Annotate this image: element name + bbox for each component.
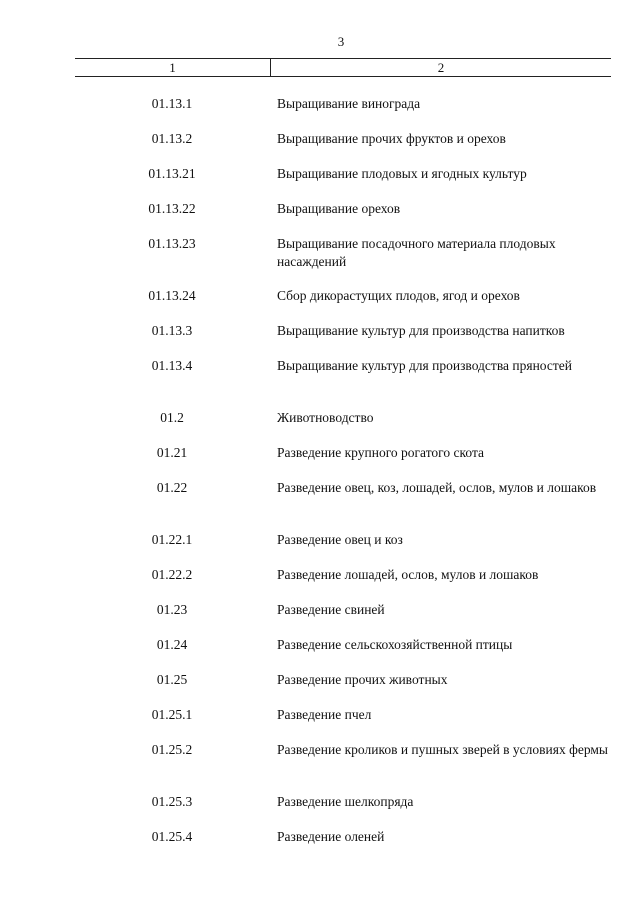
row-name: Выращивание посадочного материала плодовых насаждений [277, 236, 556, 269]
row-code: 01.22 [156, 480, 188, 495]
row-code: 01.13.4 [151, 358, 193, 373]
row-name: Разведение овец, коз, лошадей, ослов, мулов и лошаков [277, 480, 597, 495]
row-code: 01.25 [156, 672, 188, 687]
row-code: 01.21 [156, 445, 188, 460]
row-code: 01.22.2 [151, 567, 193, 582]
row-name: Выращивание прочих фруктов и орехов [277, 131, 506, 146]
row-name: Разведение пчел [277, 707, 372, 722]
header-column-2: 2 [437, 60, 445, 75]
row-code: 01.25.2 [151, 742, 193, 757]
row-name: Разведение оленей [277, 829, 385, 844]
row-code: 01.13.22 [148, 201, 196, 216]
row-name: Выращивание культур для производства пряностей [277, 358, 572, 373]
row-code: 01.13.3 [151, 323, 193, 338]
row-name: Разведение лошадей, ослов, мулов и лошаков [277, 567, 539, 582]
row-code: 01.23 [156, 602, 188, 617]
row-code: 01.25.1 [151, 707, 193, 722]
row-code: 01.25.4 [151, 829, 193, 844]
row-name: Животноводство [277, 410, 374, 425]
row-name: Разведение крупного рогатого скота [277, 445, 484, 460]
row-code: 01.13.24 [148, 288, 196, 303]
row-name: Разведение свиней [277, 602, 385, 617]
row-code: 01.13.21 [148, 166, 196, 181]
row-name: Разведение сельскохозяйственной птицы [277, 637, 513, 652]
row-code: 01.24 [156, 637, 188, 652]
table-header [75, 58, 611, 77]
row-name: Разведение шелкопряда [277, 794, 414, 809]
row-name: Выращивание культур для производства напитков [277, 323, 565, 338]
row-name: Разведение кроликов и пушных зверей в условиях фермы [277, 742, 608, 757]
page-number: 3 [337, 34, 345, 49]
row-name: Сбор дикорастущих плодов, ягод и орехов [277, 288, 520, 303]
row-code: 01.13.1 [151, 96, 193, 111]
row-code: 01.2 [160, 410, 184, 425]
row-code: 01.25.3 [151, 794, 193, 809]
row-code: 01.22.1 [151, 532, 193, 547]
header-column-1: 1 [75, 59, 271, 76]
row-name: Выращивание винограда [277, 96, 421, 111]
row-code: 01.13.2 [151, 131, 193, 146]
row-name: Выращивание плодовых и ягодных культур [277, 166, 527, 181]
row-code: 01.13.23 [148, 236, 196, 251]
row-name: Выращивание орехов [277, 201, 401, 216]
row-name: Разведение прочих животных [277, 672, 448, 687]
row-name: Разведение овец и коз [277, 532, 403, 547]
